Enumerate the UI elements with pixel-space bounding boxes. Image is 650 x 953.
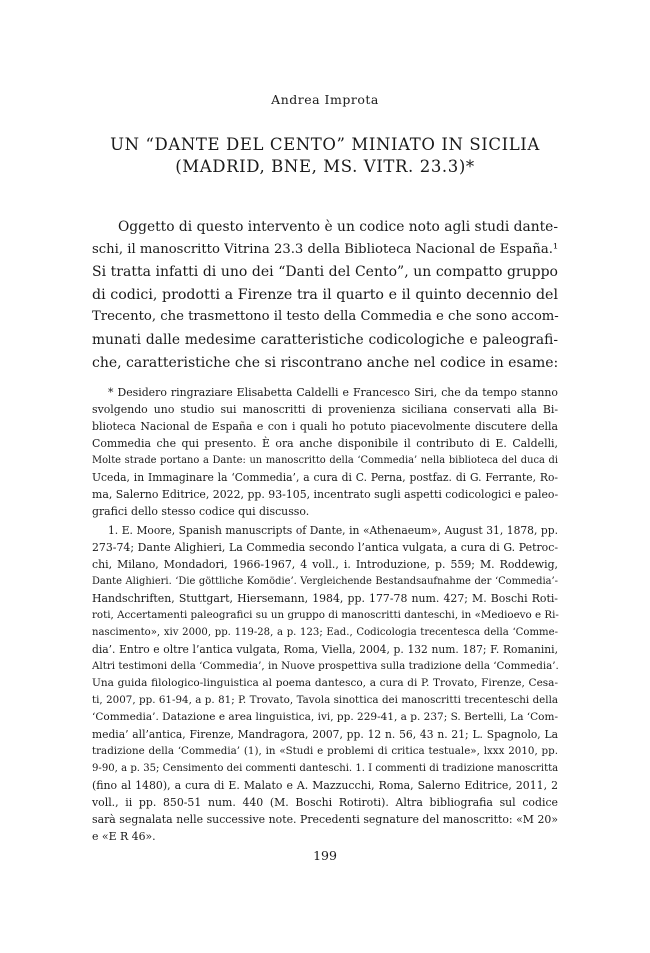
footnote-line: svolgendo uno studio sui manoscritti di provenienza siciliana conservati alla Bi-: [92, 403, 558, 416]
body-line: di codici, prodotti a Firenze tra il quarto e il quinto decennio del: [92, 286, 558, 303]
body-line: munati dalle medesime caratteristiche codicologiche e paleografi-: [92, 331, 558, 348]
footnote-line: ti, 2007, pp. 61-94, a p. 81; P. Trovato, Tavola sinottica dei manoscritti trecenteschi della: [92, 694, 558, 706]
footnote-1: [92, 522, 558, 845]
footnote-line: * Desidero ringraziare Elisabetta Caldelli e Francesco Siri, che da tempo stanno: [108, 386, 558, 399]
article-title: [60, 134, 590, 178]
footnote-line: blioteca Nacional de España e con i quali ho potuto piacevolmente discutere della: [92, 420, 558, 433]
footnote-line: Handschriften, Stuttgart, Hiersemann, 1984, pp. 177-78 num. 427; M. Boschi Roti-: [92, 592, 558, 605]
footnote-line: grafici dello stesso codice qui discusso.: [92, 505, 310, 518]
footnote-line: Commedia che qui presento. È ora anche disponibile il contributo di E. Caldelli,: [92, 437, 558, 450]
footnote-line: Una guida filologico-linguistica al poema dantesco, a cura di P. Trovato, Firenze, Cesa-: [92, 677, 558, 689]
author-name: Andrea Improta: [271, 92, 379, 107]
title-line-1: UN “DANTE DEL CENTO” MINIATO IN SICILIA: [110, 135, 540, 154]
footnote-line: sarà segnalata nelle successive note. Precedenti segnature del manoscritto: «M 20»: [92, 813, 558, 826]
footnote-line: (fino al 1480), a cura di E. Malato e A. Mazzucchi, Roma, Salerno Editrice, 2011, 2: [92, 779, 558, 792]
footnote-line: e «E R 46».: [92, 830, 156, 843]
footnote-line: Dante Alighieri. ‘Die göttliche Komödie’. Vergleichende Bestandsaufnahme der ‘Commedia’-: [92, 576, 558, 587]
page-number: 199: [313, 848, 337, 863]
footnote-line: ‘Commedia’. Datazione e area linguistica, ivi, pp. 229-41, a p. 237; S. Bertelli, La ‘Com-: [92, 711, 558, 723]
footnote-line: voll., ii pp. 850-51 num. 440 (M. Boschi Rotiroti). Altra bibliografia sul codice: [92, 796, 558, 809]
footnotes: [92, 384, 558, 845]
body-line: Si tratta infatti di uno dei “Danti del Cento”, un compatto gruppo: [92, 264, 558, 281]
body-line: Oggetto di questo intervento è un codice noto agli studi dante-: [118, 219, 558, 235]
footnote-line: 273-74; Dante Alighieri, La Commedia secondo l’antica vulgata, a cura di G. Petroc-: [92, 541, 558, 554]
footnote-line: Molte strade portano a Dante: un manoscritto della ‘Commedia’ nella biblioteca del duca di: [92, 455, 558, 466]
main-text: [92, 216, 558, 374]
footnote-line: 1. E. Moore, Spanish manuscripts of Dante, in «Athenaeum», August 31, 1878, pp.: [108, 524, 558, 537]
footnote-star: [92, 384, 558, 520]
footnote-line: roti, Accertamenti paleografici su un gruppo di manoscritti danteschi, in «Medioevo e Ri-: [92, 609, 559, 621]
title-line-2: (MADRID, BNE, MS. VITR. 23.3)*: [175, 157, 475, 176]
footnote-line: chi, Milano, Mondadori, 1966-1967, 4 voll., i. Introduzione, p. 559; M. Roddewig,: [92, 558, 558, 571]
footnote-line: Altri testimoni della ‘Commedia’, in Nuove prospettiva sulla tradizione della ‘Commedia’.: [92, 660, 559, 672]
footnote-line: Uceda, in Immaginare la ‘Commedia’, a cura di C. Perna, postfaz. di G. Ferrante, Ro-: [92, 471, 558, 484]
body-line: Trecento, che trasmettono il testo della Commedia e che sono accom-: [92, 309, 559, 325]
footnote-line: media’ all’antica, Firenze, Mandragora, 2007, pp. 12 n. 56, 43 n. 21; L. Spagnolo, La: [92, 728, 558, 741]
footnote-line: 9-90, a p. 35; Censimento dei commenti danteschi. 1. I commenti di tradizione manoscritta: [92, 763, 559, 774]
body-line: che, caratteristiche che si riscontrano anche nel codice in esame:: [92, 354, 559, 371]
footnote-line: dia’. Entro e oltre l’antica vulgata, Roma, Viella, 2004, p. 132 num. 187; F. Romanini,: [92, 643, 558, 656]
footnote-line: tradizione della ‘Commedia’ (1), in «Studi e problemi di critica testuale», lxxx 2010, pp.: [92, 745, 558, 757]
footnote-line: ma, Salerno Editrice, 2022, pp. 93-105, incentrato sugli aspetti codicologici e paleo-: [92, 488, 559, 501]
footnote-line: nascimento», xiv 2000, pp. 119-28, a p. 123; Ead., Codicologia trecentesca della ‘Comme-: [92, 627, 558, 638]
body-line: schi, il manoscritto Vitrina 23.3 della Biblioteca Nacional de España.¹: [92, 241, 559, 257]
